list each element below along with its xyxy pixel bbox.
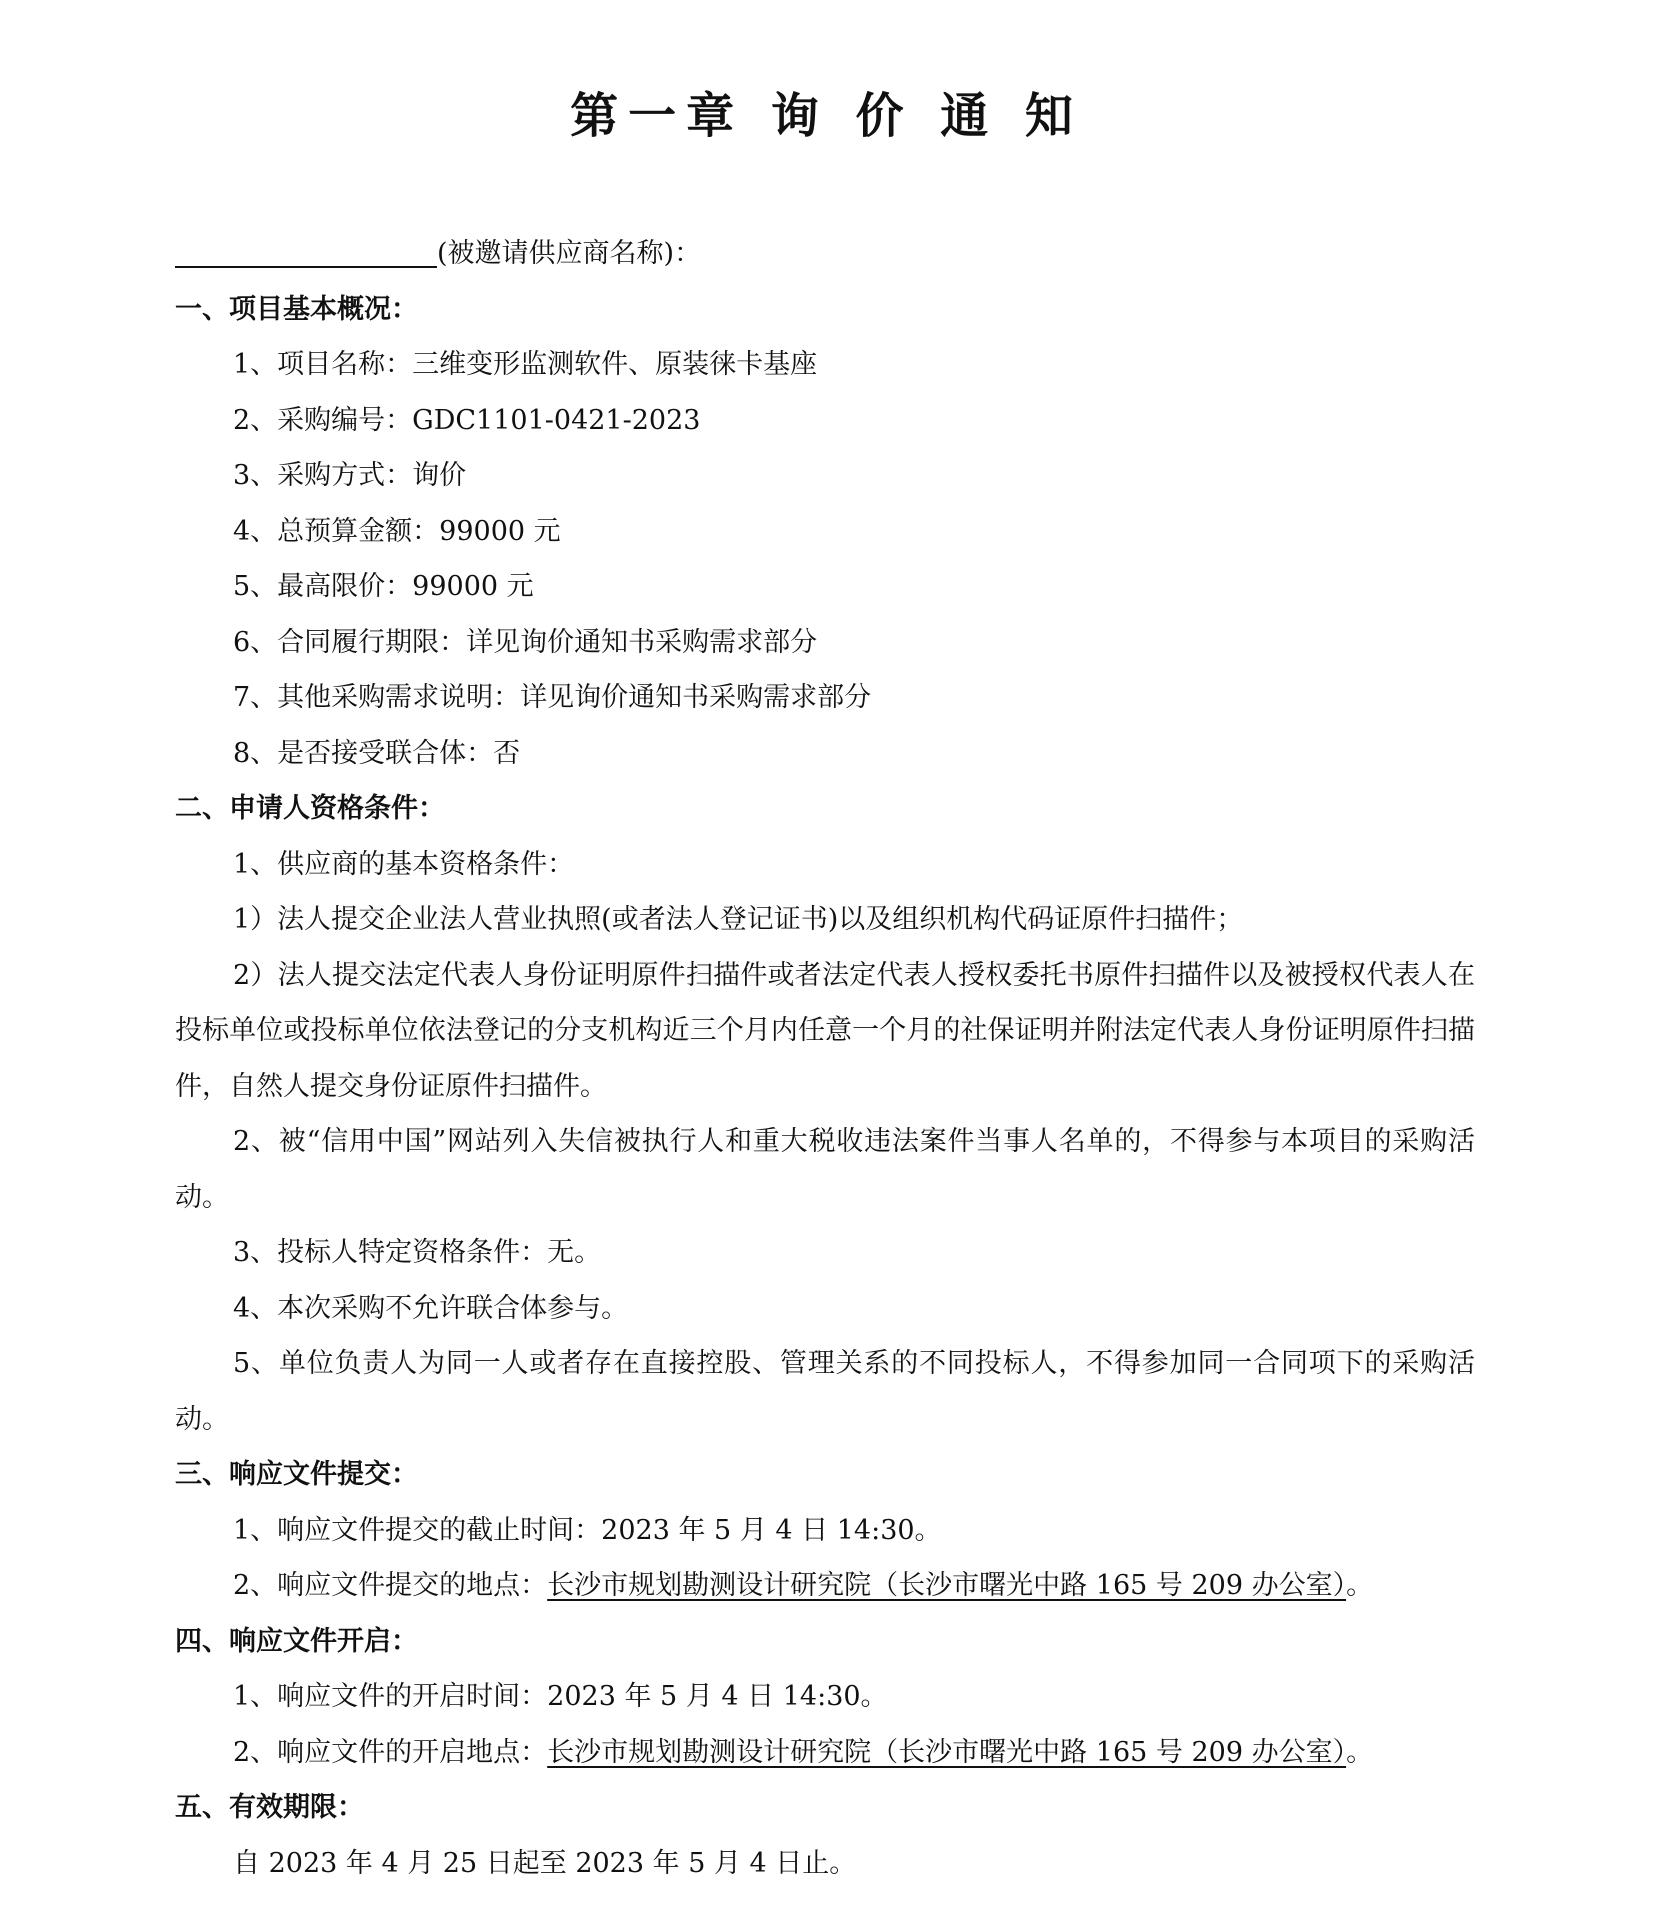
opening-place-prefix: 2、响应文件的开启地点： — [233, 1736, 548, 1768]
section1-item: 3、采购方式：询价 — [233, 460, 467, 491]
section1-item: 2、采购编号：GDC1101-0421-2023 — [233, 404, 701, 436]
section4-item — [175, 1725, 1475, 1781]
section3-item: 1、响应文件提交的截止时间：2023 年 5 月 4 日 14:30。 — [233, 1514, 942, 1546]
section1-item: 8、是否接受联合体：否 — [233, 737, 521, 769]
opening-place: 长沙市规划勘测设计研究院（长沙市曙光中路 165 号 209 办公室） — [547, 1736, 1347, 1768]
section2-subitem: 1）法人提交企业法人营业执照(或者法人登记证书)以及组织机构代码证原件扫描件； — [233, 904, 1244, 935]
section4-heading: 四、响应文件开启： — [175, 1625, 418, 1657]
section2-item: 5、单位负责人为同一人或者存在直接控股、管理关系的不同投标人，不得参加同一合同项下的采购活动。 — [175, 1348, 1475, 1435]
opening-place-suffix: 。 — [1346, 1736, 1374, 1768]
section1-item: 5、最高限价：99000 元 — [233, 571, 534, 602]
page-title: 第一章 询 价 通 知 — [570, 88, 1083, 144]
section1-heading: 一、项目基本概况： — [175, 293, 418, 325]
submission-place-prefix: 2、响应文件提交的地点： — [233, 1570, 548, 1601]
addressee-suffix: (被邀请供应商名称)： — [437, 238, 702, 269]
section2-subitem: 2）法人提交法定代表人身份证明原件扫描件或者法定代表人授权委托书原件扫描件以及被授权代表人在投标单位或投标单位依法登记的分支机构近三个月内任意一个月的社保证明并附法定代表人身份证明原件扫描件，自然人提交身份证原件扫描件。 — [175, 959, 1475, 1102]
section5-heading: 五、有效期限： — [175, 1792, 364, 1823]
validity-period: 自 2023 年 4 月 25 日起至 2023 年 5 月 4 日止。 — [233, 1847, 857, 1879]
submission-place-suffix: 。 — [1346, 1570, 1374, 1601]
section1-item: 1、项目名称：三维变形监测软件、原装徕卡基座 — [233, 349, 818, 380]
section1-item: 4、总预算金额：99000 元 — [233, 515, 561, 547]
section2-item: 3、投标人特定资格条件：无。 — [233, 1237, 602, 1268]
submission-place: 长沙市规划勘测设计研究院（长沙市曙光中路 165 号 209 办公室） — [547, 1570, 1347, 1601]
section1-item: 7、其他采购需求说明：详见询价通知书采购需求部分 — [233, 682, 872, 713]
section2-item: 4、本次采购不允许联合体参与。 — [233, 1292, 629, 1324]
section1-item: 6、合同履行期限：详见询价通知书采购需求部分 — [233, 626, 818, 658]
section3-item — [175, 1558, 1475, 1614]
section4-item: 1、响应文件的开启时间：2023 年 5 月 4 日 14:30。 — [233, 1681, 888, 1712]
section2-item: 1、供应商的基本资格条件： — [233, 848, 575, 880]
supplier-name-blank — [175, 232, 437, 268]
section3-heading: 三、响应文件提交： — [175, 1459, 418, 1490]
document-body — [175, 226, 1475, 1891]
section2-heading: 二、申请人资格条件： — [175, 793, 445, 824]
section2-item: 2、被“信用中国”网站列入失信被执行人和重大税收违法案件当事人名单的，不得参与本项目的采购活动。 — [175, 1126, 1475, 1213]
addressee-line — [175, 226, 1475, 282]
